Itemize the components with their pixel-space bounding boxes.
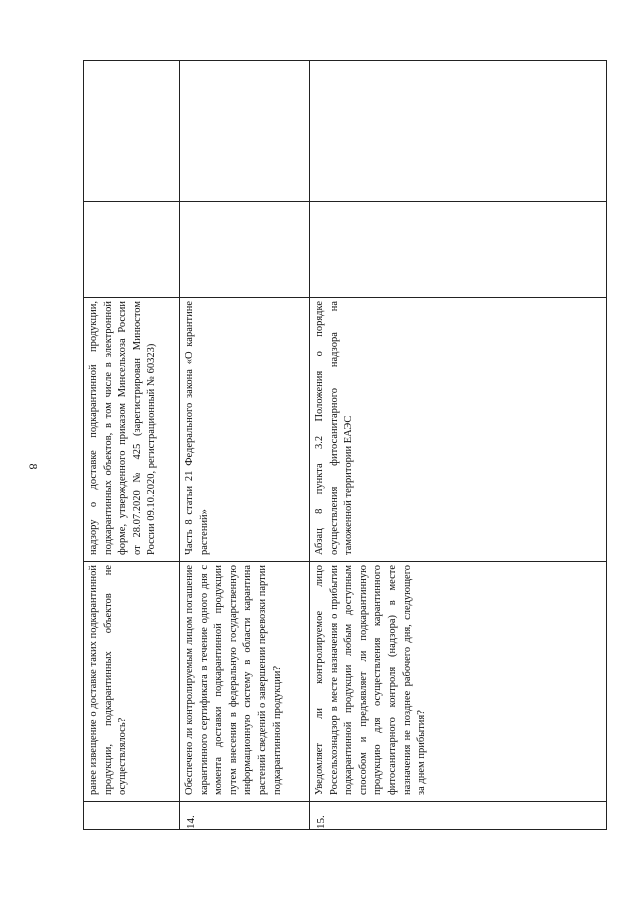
row-number: 15. bbox=[315, 815, 327, 829]
checklist-table bbox=[83, 60, 607, 830]
question-cell: ранее извещение о доставке таких подкарантинной продукции, подкарантинных объектов не осуществлялось? bbox=[88, 565, 129, 795]
column-divider bbox=[84, 201, 606, 202]
legal-basis-cell: Часть 8 статьи 21 Федерального закона «О карантине растений» bbox=[184, 301, 210, 555]
column-divider bbox=[84, 801, 606, 802]
row-number: 14. bbox=[185, 815, 197, 829]
question-cell: Уведомляет ли контролируемое лицо Россельхознадзор в месте назначения о прибытии подкарантинной продукции любым доступным способом и предъявляет ли подкарантинную продукцию для осуществления карантинного фитосанитарного контроля (надзора) в месте назначения не позднее рабочего дня, следующего за днем прибытия? bbox=[314, 565, 428, 795]
legal-basis-cell: Абзац 8 пункта 3.2 Положения о порядке осуществления фитосанитарного надзора на таможенной территории ЕАЭС bbox=[314, 301, 355, 555]
page-number: 8 bbox=[26, 463, 41, 470]
row-divider bbox=[179, 61, 180, 829]
row-divider bbox=[309, 61, 310, 829]
question-cell: Обеспечено ли контролируемым лицом погашение карантинного сертификата в течение одного дня с момента доставки подкарантинной продукции путем внесения в федеральную государственную информационную систему в области карантина растений сведений о завершении перевозки партии подкарантинной продукции? bbox=[184, 565, 283, 795]
legal-basis-cell: надзору о доставке подкарантинной продукции, подкарантинных объектов, в том числе в электронной форме, утвержденного приказом Минсельхоза России от 28.07.2020 № 425 (зарегистрирован Минюстом России 09.10.2020, регистрационный № 60323) bbox=[88, 301, 158, 555]
